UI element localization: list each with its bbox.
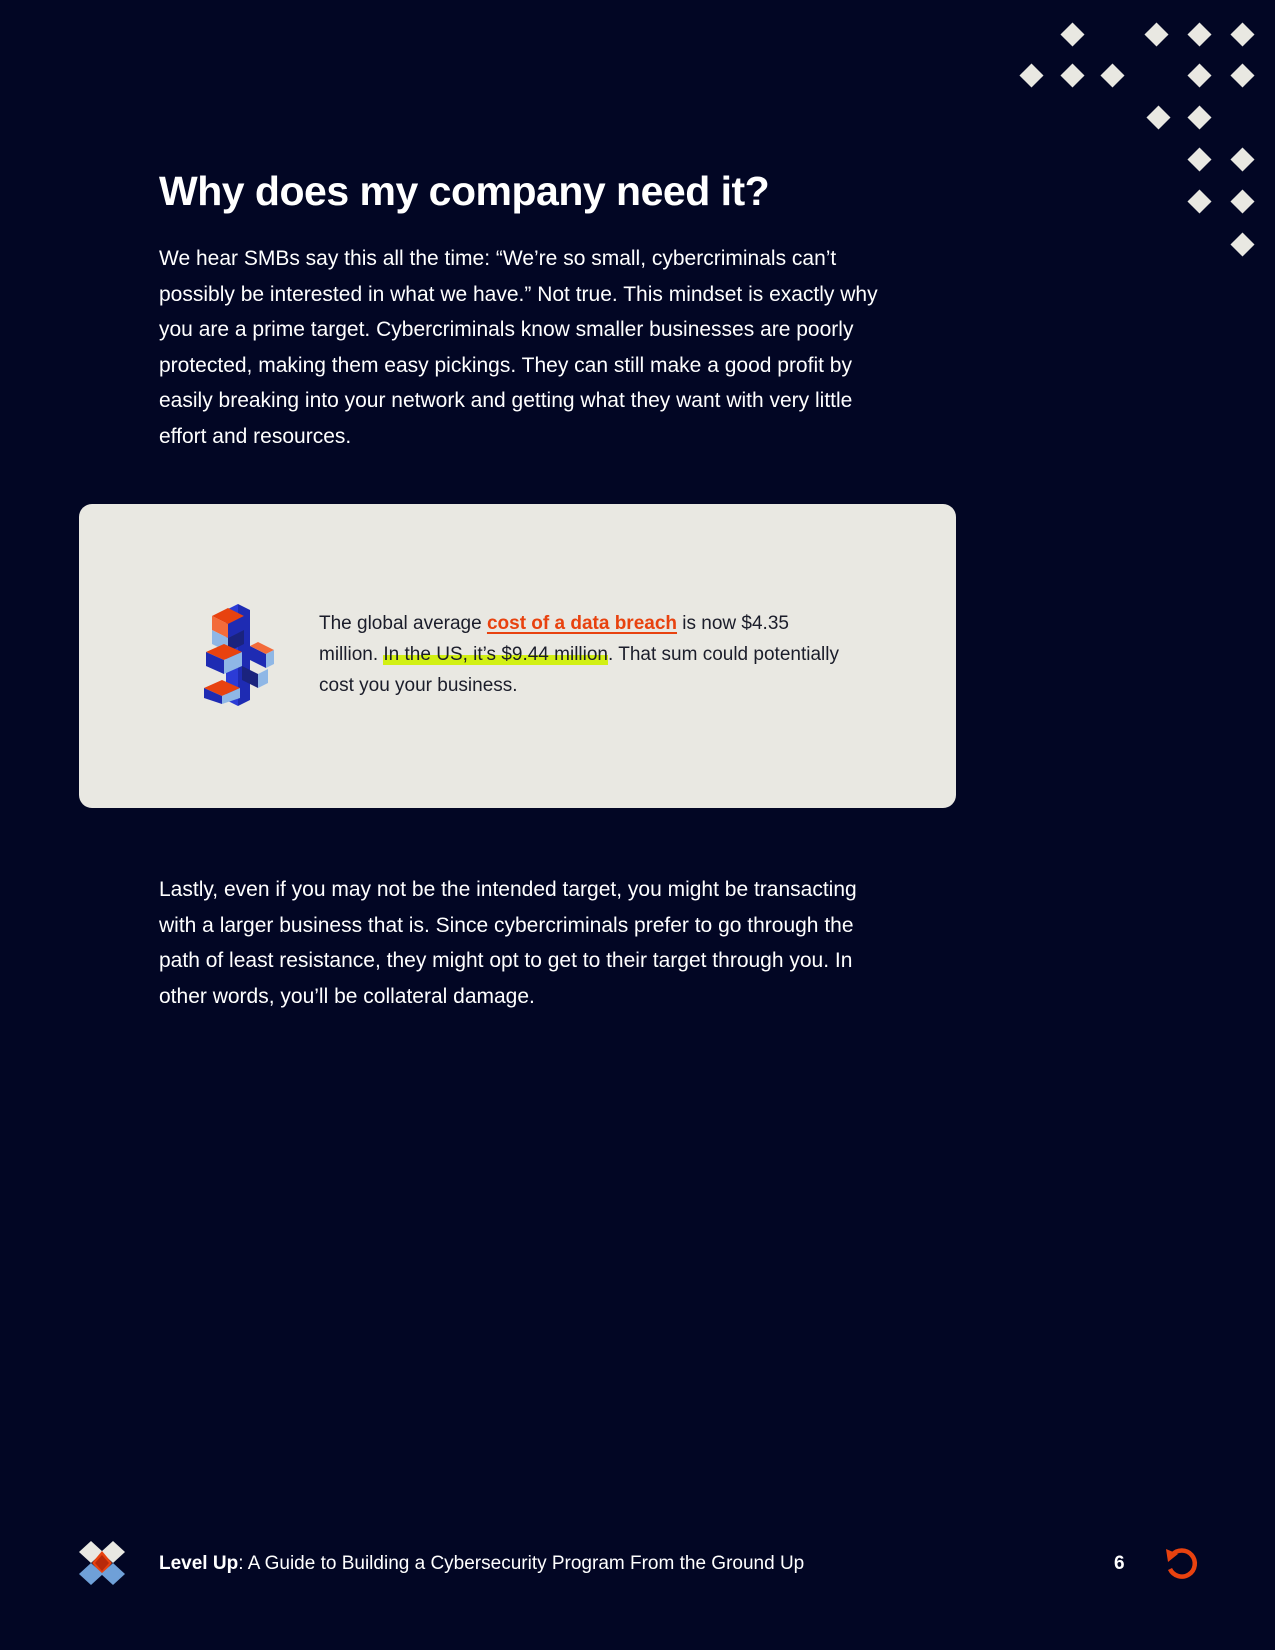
footer-document-title — [159, 1553, 804, 1575]
brand-logo-icon[interactable] — [77, 1541, 127, 1585]
callout-text — [319, 608, 839, 701]
diamond-shape — [1187, 22, 1211, 46]
highlighted-statistic: In the US, it’s $9.44 million — [383, 644, 609, 665]
diamond-shape — [1060, 63, 1084, 87]
diamond-shape — [1100, 63, 1124, 87]
diamond-shape — [1230, 189, 1254, 213]
diamond-shape — [1230, 63, 1254, 87]
section-heading: Why does my company need it? — [159, 168, 770, 214]
callout-text-part: . That sum could potentially cost you your business. — [319, 644, 839, 696]
diamond-shape — [1060, 22, 1084, 46]
decorative-diamond-pattern — [0, 0, 1275, 280]
diamond-shape — [1187, 189, 1211, 213]
callout-text-part: The global average — [319, 613, 487, 634]
statistic-callout-card — [79, 504, 956, 808]
closing-paragraph: Lastly, even if you may not be the intended target, you might be transacting with a larger business that is. Since cybercriminals prefer to go through the path of least resistance, they might opt to get to their target through you. In other words, you’ll be collateral damage. — [159, 878, 857, 1008]
footer-title-bold: Level Up — [159, 1553, 239, 1574]
diamond-shape — [1019, 63, 1043, 87]
page-number: 6 — [1114, 1553, 1125, 1574]
diamond-shape — [1187, 147, 1211, 171]
data-breach-cost-link[interactable]: cost of a data breach — [486, 613, 678, 634]
diamond-shape — [1187, 105, 1211, 129]
diamond-shape — [1187, 63, 1211, 87]
refresh-arrow-icon[interactable] — [1163, 1546, 1199, 1582]
diamond-shape — [1230, 22, 1254, 46]
intro-paragraph: We hear SMBs say this all the time: “We’re so small, cybercriminals can’t possibly be interested in what we have.” Not true. This mindset is exactly why you are a prime target. Cybercriminals know smaller businesses are poorly protected, making them easy pickings. They can still make a good profit by easily breaking into your network and getting what they want with very little effort and resources. — [159, 247, 878, 448]
dollar-sign-cubes-icon — [198, 604, 278, 706]
footer-title-rest: : A Guide to Building a Cybersecurity Program From the Ground Up — [238, 1553, 805, 1574]
callout-text-part: is now $4.35 million. — [319, 613, 789, 665]
diamond-shape — [1230, 147, 1254, 171]
diamond-shape — [1146, 105, 1170, 129]
diamond-shape — [1230, 232, 1254, 256]
diamond-shape — [1144, 22, 1168, 46]
